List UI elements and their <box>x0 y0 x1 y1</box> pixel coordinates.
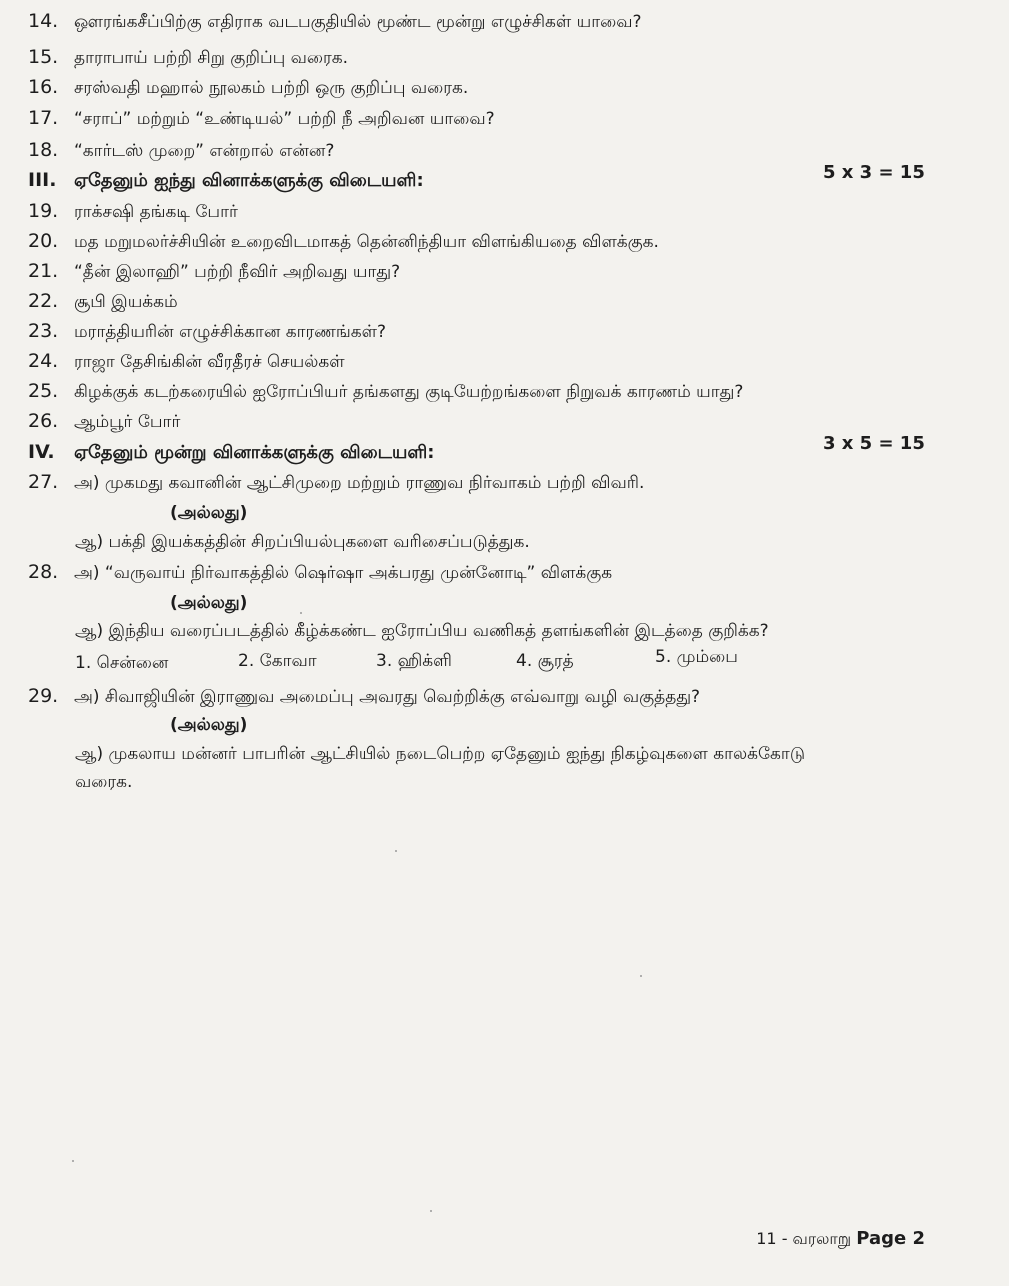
question-29b-line1: ஆ) முகலாய மன்னர் பாபரின் ஆட்சியில் நடைபெற்ற ஏதேனும் ஐந்து நிகழ்வுகளை காலக்கோடு <box>75 744 805 764</box>
place-item: 4. சூரத் <box>516 651 574 671</box>
question-24: 24. ராஜா தேசிங்கின் வீரதீரச் செயல்கள் <box>28 350 345 372</box>
question-23: 23. மராத்தியரின் எழுச்சிக்கான காரணங்கள்? <box>28 320 387 342</box>
question-26: 26. ஆம்பூர் போர் <box>28 410 181 432</box>
place-item: 1. சென்னை <box>75 653 169 673</box>
question-29-or: (அல்லது) <box>170 715 248 735</box>
question-22: 22. சூபி இயக்கம் <box>28 290 178 312</box>
question-14: 14. ஔரங்கசீப்பிற்கு எதிராக வடபகுதியில் மூண்ட மூன்று எழுச்சிகள் யாவை? <box>28 10 642 32</box>
section-4-marks: 3 x 5 = 15 <box>823 433 925 454</box>
place-item: 5. மும்பை <box>655 647 738 667</box>
place-item: 2. கோவா <box>238 651 317 671</box>
question-20: 20. மத மறுமலர்ச்சியின் உறைவிடமாகத் தென்னிந்தியா விளங்கியதை விளக்குக. <box>28 230 659 252</box>
page-footer: 11 - வரலாறு Page 2 <box>756 1228 925 1249</box>
question-28b: ஆ) இந்திய வரைப்படத்தில் கீழ்க்கண்ட ஐரோப்பிய வணிகத் தளங்களின் இடத்தை குறிக்க? <box>75 621 769 641</box>
scan-speck <box>640 975 642 977</box>
question-27-or: (அல்லது) <box>170 503 248 523</box>
question-17: 17. “சராப்” மற்றும் “உண்டியல்” பற்றி நீ அறிவன யாவை? <box>28 107 495 129</box>
question-16: 16. சரஸ்வதி மஹால் நூலகம் பற்றி ஒரு குறிப்பு வரைக. <box>28 76 469 98</box>
scan-speck <box>430 1210 432 1212</box>
question-29b-line2: வரைக. <box>75 772 133 792</box>
question-18: 18. “கார்டஸ் முறை” என்றால் என்ன? <box>28 139 335 161</box>
question-28a: 28. அ) “வருவாய் நிர்வாகத்தில் ஷெர்ஷா அக்பரது முன்னோடி” விளக்குக <box>28 561 613 583</box>
place-item: 3. ஹிக்ளி <box>376 651 452 671</box>
question-29a: 29. அ) சிவாஜியின் இராணுவ அமைப்பு அவரது வெற்றிக்கு எவ்வாறு வழி வகுத்தது? <box>28 685 701 707</box>
section-3-heading: III. ஏதேனும் ஐந்து வினாக்களுக்கு விடையளி: <box>28 169 424 191</box>
question-15: 15. தாராபாய் பற்றி சிறு குறிப்பு வரைக. <box>28 46 349 68</box>
scan-speck <box>395 850 397 852</box>
scan-speck <box>72 1160 74 1162</box>
question-28-or: (அல்லது) <box>170 593 248 613</box>
question-27b: ஆ) பக்தி இயக்கத்தின் சிறப்பியல்புகளை வரிசைப்படுத்துக. <box>75 532 530 552</box>
section-3-marks: 5 x 3 = 15 <box>823 162 925 183</box>
question-21: 21. “தீன் இலாஹி” பற்றி நீவிர் அறிவது யாது? <box>28 260 401 282</box>
section-4-heading: IV. ஏதேனும் மூன்று வினாக்களுக்கு விடையளி: <box>28 441 435 463</box>
question-27a: 27. அ) முகமது கவானின் ஆட்சிமுறை மற்றும் ராணுவ நிர்வாகம் பற்றி விவரி. <box>28 471 645 493</box>
scan-speck <box>300 612 302 614</box>
question-25: 25. கிழக்குக் கடற்கரையில் ஐரோப்பியர் தங்களது குடியேற்றங்களை நிறுவக் காரணம் யாது? <box>28 380 744 402</box>
question-19: 19. ராக்சஷி தங்கடி போர் <box>28 200 238 222</box>
